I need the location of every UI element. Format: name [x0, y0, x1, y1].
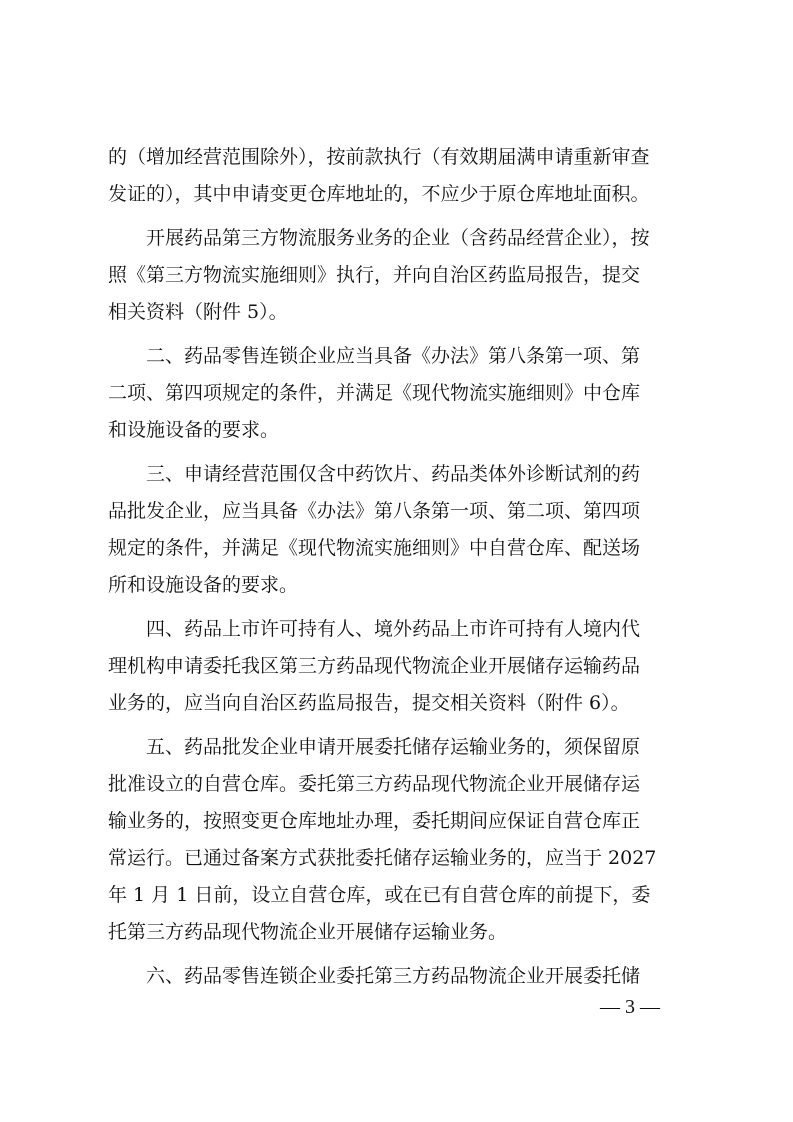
text-line: 的（增加经营范围除外），按前款执行（有效期届满申请重新审查	[108, 146, 650, 168]
text-line: 理机构申请委托我区第三方药品现代物流企业开展储存运输药品	[108, 655, 641, 677]
page-number: — 3 —	[600, 996, 660, 1018]
text-line: 年 1 月 1 日前，设立自营仓库，或在已有自营仓库的前提下，委	[108, 884, 651, 906]
text-line: 二项、第四项规定的条件，并满足《现代物流实施细则》中仓库	[108, 382, 641, 404]
paragraph-start-line: 六、药品零售连锁企业委托第三方药品物流企业开展委托储	[146, 965, 641, 987]
paragraph-start-line: 四、药品上市许可持有人、境外药品上市许可持有人境内代	[146, 618, 641, 640]
text-line: 发证的），其中申请变更仓库地址的，不应少于原仓库地址面积。	[108, 183, 650, 205]
text-line: 品批发企业，应当具备《办法》第八条第一项、第二项、第四项	[108, 500, 641, 522]
text-line: 规定的条件，并满足《现代物流实施细则》中自营仓库、配送场	[108, 537, 641, 559]
text-line: 输业务的，按照变更仓库地址办理，委托期间应保证自营仓库正	[108, 810, 641, 832]
text-line: 和设施设备的要求。	[108, 419, 280, 441]
paragraph-start-line: 二、药品零售连锁企业应当具备《办法》第八条第一项、第	[146, 345, 641, 367]
text-line: 常运行。已通过备案方式获批委托储存运输业务的，应当于 2027	[108, 847, 657, 869]
text-line: 批准设立的自营仓库。委托第三方药品现代物流企业开展储存运	[108, 773, 641, 795]
text-line: 相关资料（附件 5）。	[108, 301, 288, 323]
text-line: 托第三方药品现代物流企业开展储存运输业务。	[108, 921, 508, 943]
paragraph-start-line: 五、药品批发企业申请开展委托储存运输业务的，须保留原	[146, 736, 641, 758]
paragraph-start-line: 开展药品第三方物流服务业务的企业（含药品经营企业），按	[146, 227, 650, 249]
text-line: 所和设施设备的要求。	[108, 574, 299, 596]
text-line: 照《第三方物流实施细则》执行，并向自治区药监局报告，提交	[108, 264, 641, 286]
paragraph-start-line: 三、申请经营范围仅含中药饮片、药品类体外诊断试剂的药	[146, 463, 641, 485]
text-line: 业务的，应当向自治区药监局报告，提交相关资料（附件 6）。	[108, 692, 630, 714]
